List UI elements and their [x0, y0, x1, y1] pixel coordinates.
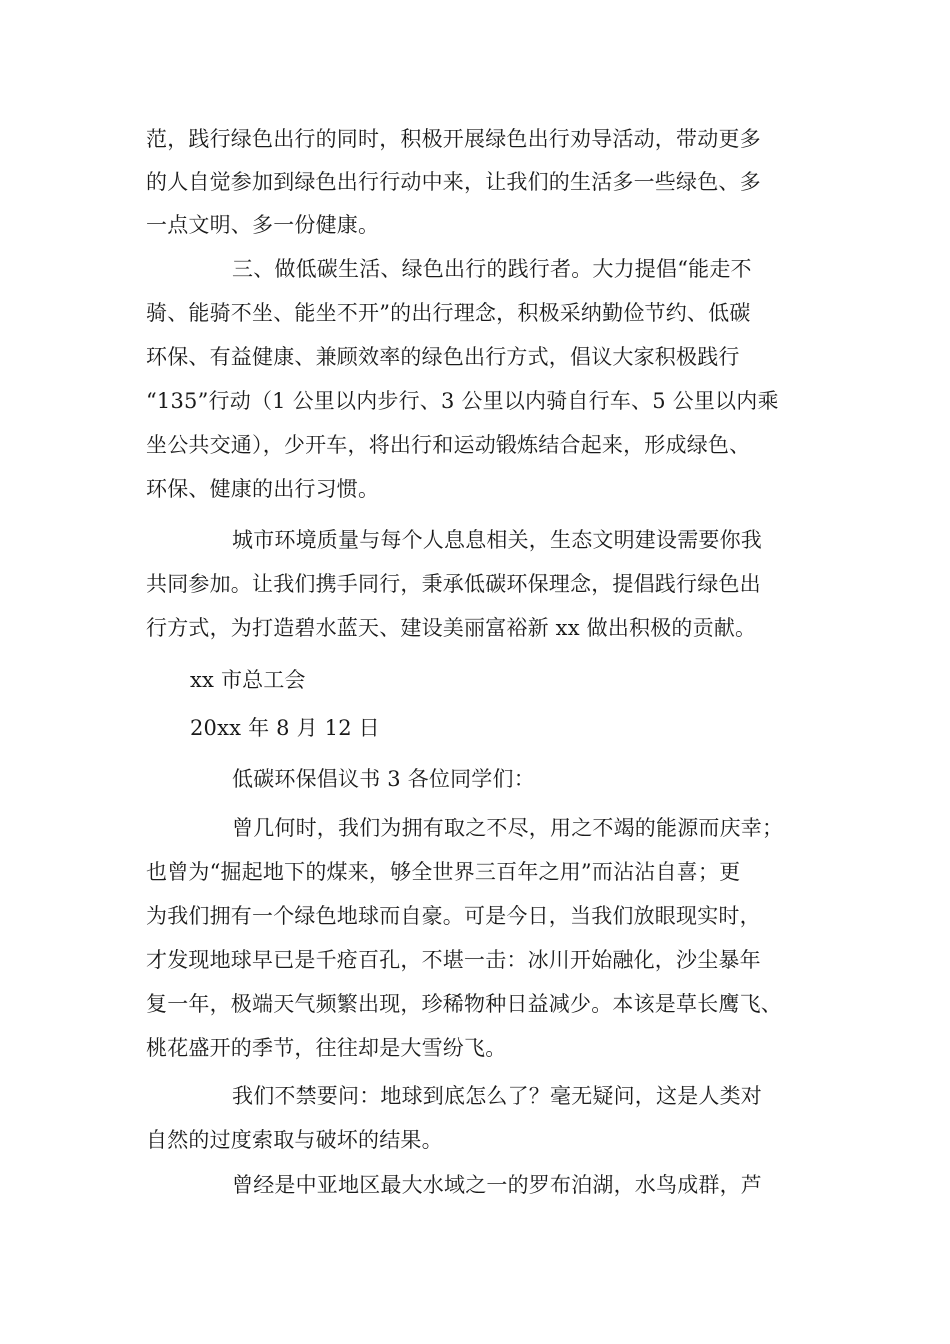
body-text-line: 坐公共交通），少开车，将出行和运动锻炼结合起来，形成绿色、 [146, 433, 751, 457]
body-text-line: 曾经是中亚地区最大水域之一的罗布泊湖，水鸟成群，芦 [232, 1173, 762, 1197]
body-text-line: 桃花盛开的季节，往往却是大雪纷飞。 [146, 1036, 507, 1060]
signature-organization: xx 市总工会 [190, 668, 306, 692]
body-text-line: 也曾为“掘起地下的煤来，够全世界三百年之用”而沾沾自喜；更 [146, 860, 741, 884]
signature-date: 20xx 年 8 月 12 日 [190, 716, 380, 740]
body-text-line: 行方式，为打造碧水蓝天、建设美丽富裕新 xx 做出积极的贡献。 [146, 616, 757, 640]
body-text-line: 环保、健康的出行习惯。 [146, 477, 380, 501]
body-text-line: 自然的过度索取与破坏的结果。 [146, 1128, 443, 1152]
body-text-line: 共同参加。让我们携手同行，秉承低碳环保理念，提倡践行绿色出 [146, 572, 761, 596]
body-text-line: 城市环境质量与每个人息息相关，生态文明建设需要你我 [232, 528, 762, 552]
body-text-line: 曾几何时，我们为拥有取之不尽，用之不竭的能源而庆幸； [232, 816, 784, 840]
section-title: 低碳环保倡议书 3 各位同学们： [232, 767, 535, 791]
body-text-line: 一点文明、多一份健康。 [146, 213, 380, 237]
paragraph-three-heading-line: 三、做低碳生活、绿色出行的践行者。大力提倡“能走不 [232, 257, 752, 281]
body-text-line: 为我们拥有一个绿色地球而自豪。可是今日，当我们放眼现实时， [146, 904, 761, 928]
body-text-line: 的人自觉参加到绿色出行行动中来，让我们的生活多一些绿色、多 [146, 170, 761, 194]
body-text-line: 范，践行绿色出行的同时，积极开展绿色出行劝导活动，带动更多 [146, 127, 761, 151]
body-text-line: 才发现地球早已是千疮百孔，不堪一击：冰川开始融化，沙尘暴年 [146, 948, 761, 972]
body-text-line: “135”行动（1 公里以内步行、3 公里以内骑自行车、5 公里以内乘 [146, 389, 779, 413]
body-text-line: 复一年，极端天气频繁出现，珍稀物种日益减少。本该是草长鹰飞、 [146, 992, 782, 1016]
body-text-line: 骑、能骑不坐、能坐不开”的出行理念，积极采纳勤俭节约、低碳 [146, 301, 751, 325]
body-text-line: 环保、有益健康、兼顾效率的绿色出行方式，倡议大家积极践行 [146, 345, 740, 369]
body-text-line: 我们不禁要问：地球到底怎么了？毫无疑问，这是人类对 [232, 1084, 762, 1108]
